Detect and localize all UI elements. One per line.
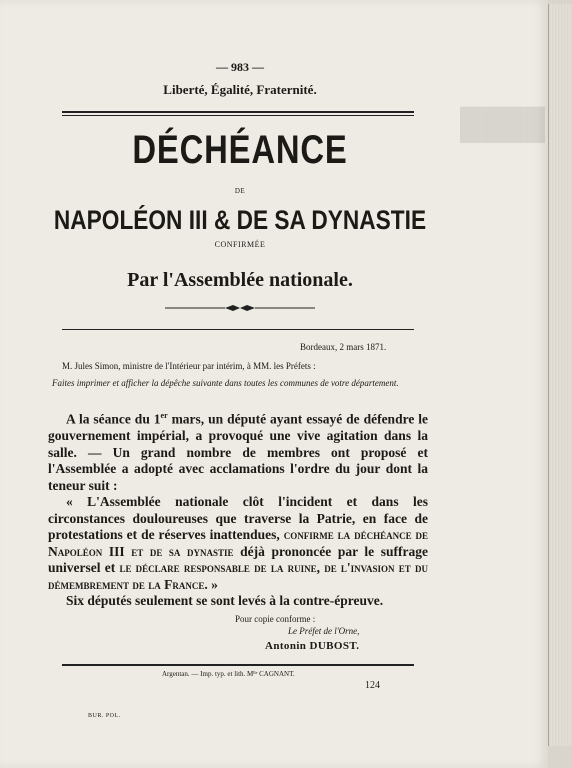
prefect-title: Le Préfet de l'Orne, — [288, 626, 360, 636]
bureau-stamp: BUR. POL. — [88, 713, 121, 719]
notice-instruction: Faites imprimer et afficher la dépêche suivante dans toutes les communes de votre département. — [52, 378, 399, 388]
q-open: « L'Assemblée nationale clôt l'incident et dans les circonstances douloureuses que traverse la Patrie, en face de protestations et de réserves inattendues, — [48, 494, 428, 542]
p1-sup: er — [160, 411, 168, 420]
paragraph-session — [48, 408, 428, 494]
q-sc2: et de sa dynastie — [131, 543, 234, 559]
title-confirmee: CONFIRMÉE — [214, 240, 266, 249]
notice-heading: M. Jules Simon, ministre de l'Intérieur par intérim, à MM. les Préfets : — [62, 361, 316, 371]
q-sc3: le déclare responsable de la ruine, de l'invasion et du démembrement de la France. — [48, 560, 428, 592]
signer-first-name: Antonin — [265, 640, 307, 652]
ornament-divider — [165, 303, 315, 313]
top-rule-thick — [62, 111, 414, 113]
paragraph-resolution — [48, 494, 428, 593]
bottom-rule — [62, 664, 414, 666]
copy-conforme: Pour copie conforme : — [235, 614, 316, 624]
p1-start: A la séance du 1 — [66, 411, 161, 427]
p1-rest: mars, un député ayant essayé de défendre le gouvernement impérial, a provoqué une vive agitation dans la salle. — Un grand nombre de membres ont proposé et l'Assemblée a adopté avec acclamations l'ordre du jour dont la teneur suit : — [48, 411, 428, 493]
dispatch-body — [48, 408, 428, 610]
dateline: Bordeaux, 2 mars 1871. — [300, 342, 387, 352]
section-rule — [62, 329, 414, 330]
book-page-edges — [548, 4, 572, 746]
q-sc1: confirme la déchéance de — [283, 527, 428, 542]
q-close: » — [207, 576, 218, 592]
top-rule-thin — [62, 115, 414, 116]
title-assembly: Par l'Assemblée nationale. — [127, 269, 353, 291]
title-de: DE — [234, 187, 246, 195]
signer-last-name: DUBOST. — [309, 640, 360, 652]
q-mid: déjà prononcée par le suffrage universel et — [48, 543, 429, 575]
title-decheance: DÉCHÉANCE — [132, 128, 348, 172]
title-napoleon: NAPOLÉON III & DE SA DYNASTIE — [53, 205, 427, 235]
motto: Liberté, Égalité, Fraternité. — [163, 82, 317, 97]
page-number: — 983 — — [216, 60, 264, 74]
bleed-through-text: ████ — [459, 108, 545, 141]
q-name: Napoléon III — [48, 543, 132, 559]
signature — [265, 640, 359, 652]
printer-imprint: Argentan. — Imp. typ. et lith. Mˡˡᵉ CAGNANT. — [162, 670, 295, 678]
paragraph-vote: Six députés seulement se sont levés à la contre-épreuve. — [66, 593, 384, 608]
folio-number: 124 — [365, 680, 380, 691]
